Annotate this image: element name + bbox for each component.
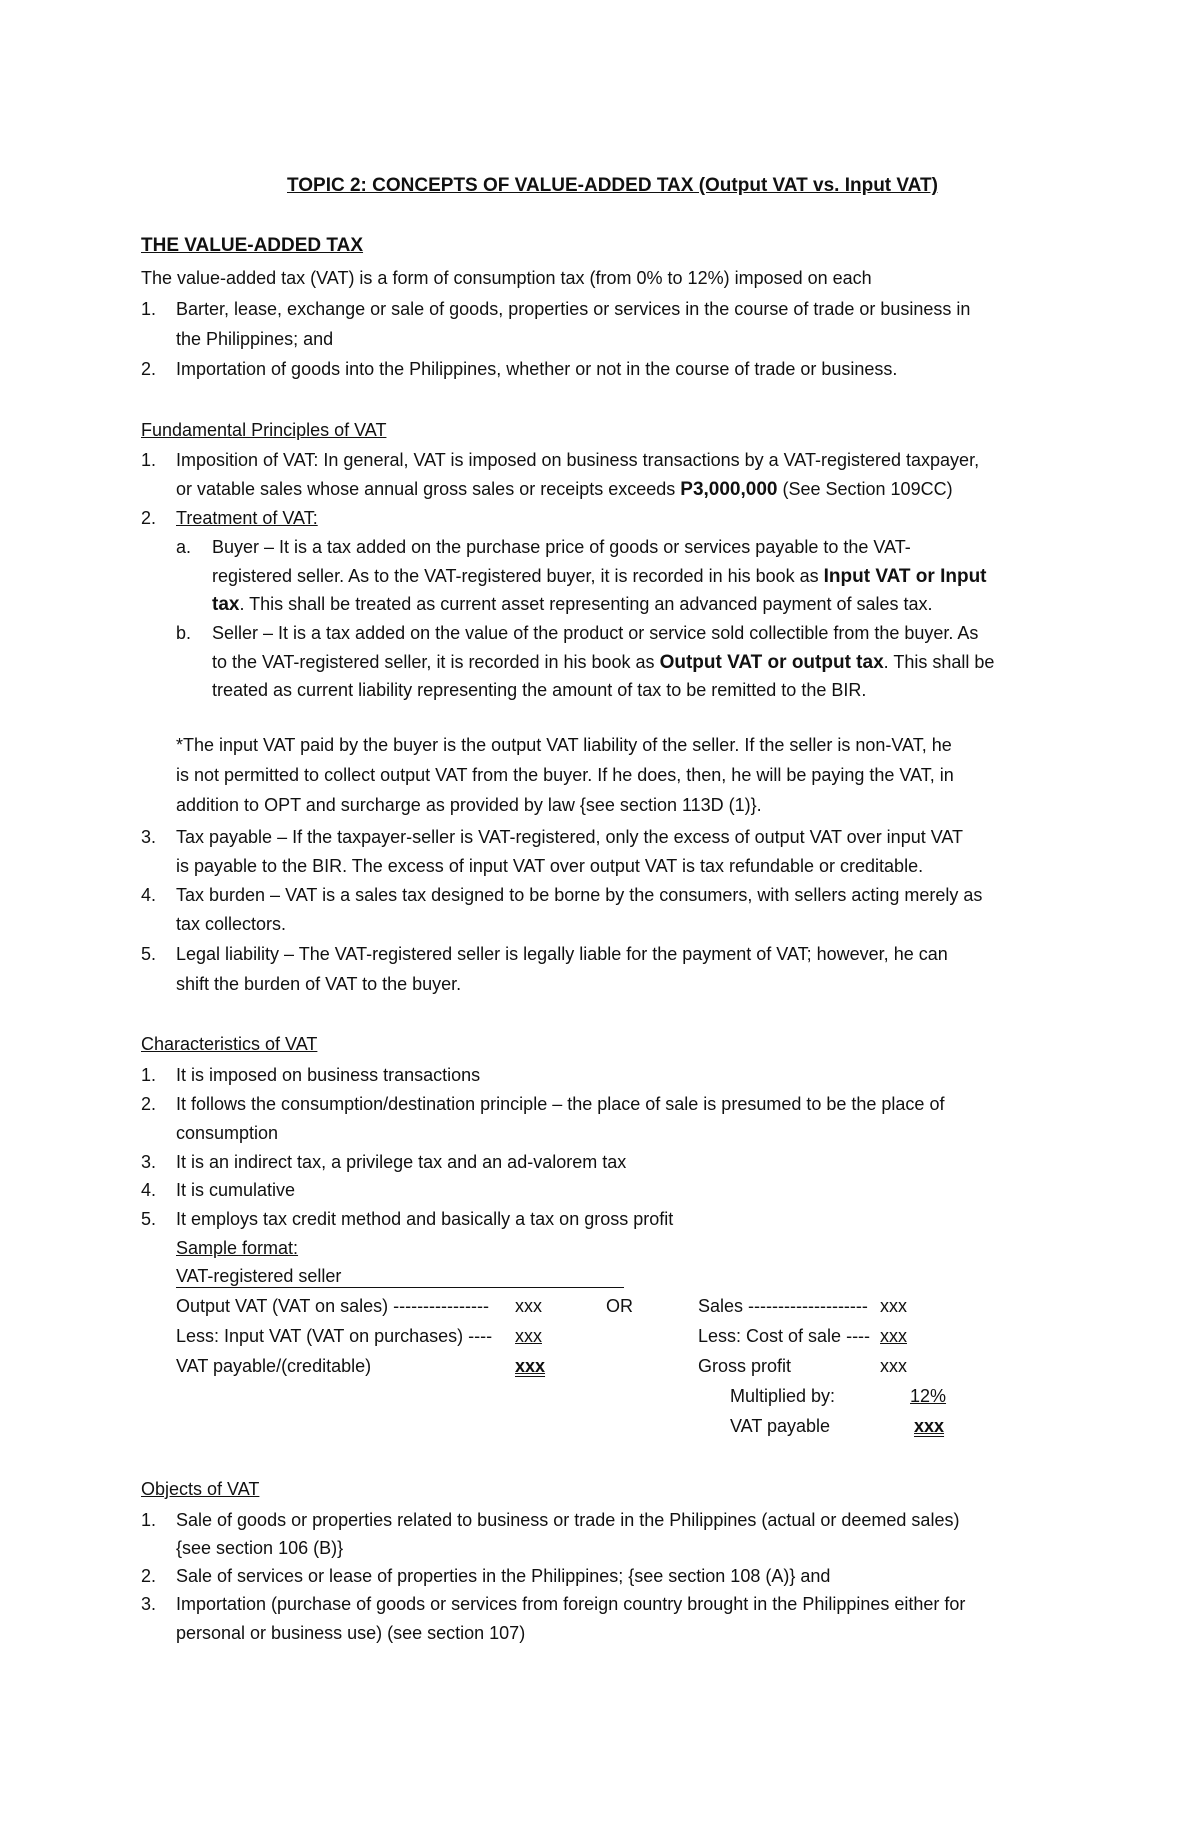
list-item: Sale of services or lease of properties in the Philippines; {see section 108 (A)} and [176,1566,831,1586]
format-row-value: xxx [914,1416,945,1436]
list-item: Tax burden – VAT is a sales tax designed to be borne by the consumers, with sellers acting merely as [176,885,983,905]
format-row-label: Less: Cost of sale ---- [698,1326,871,1346]
sub-item-label: a. [176,537,192,557]
list-item: Tax payable – If the taxpayer-seller is VAT-registered, only the excess of output VAT over input VAT [176,827,964,847]
list-item-number: 1. [141,450,157,470]
format-row-value: xxx [880,1296,907,1316]
list-item: Imposition of VAT: In general, VAT is imposed on business transactions by a VAT-registered taxpayer, [176,450,980,470]
list-item-continuation: the Philippines; and [176,329,334,349]
list-item-number: 3. [141,1594,157,1614]
sub-item: Buyer – It is a tax added on the purchase price of goods or services payable to the VAT- [212,537,911,557]
format-row-value: xxx [880,1326,907,1346]
list-item-continuation: or vatable sales whose annual gross sales or receipts exceeds P3,000,000 (See Section 109CC) [176,479,953,500]
vat-intro: The value-added tax (VAT) is a form of consumption tax (from 0% to 12%) imposed on each [141,268,872,288]
format-row-label: VAT payable [730,1416,831,1436]
list-item-number: 5. [141,1209,157,1229]
seller-heading: VAT-registered seller [176,1266,342,1286]
list-item: It is cumulative [176,1180,296,1200]
list-item-number: 4. [141,1180,157,1200]
subheading-treatment: Treatment of VAT: [176,508,318,528]
sample-format-label: Sample format: [176,1238,299,1258]
list-item-number: 3. [141,1152,157,1172]
format-row-value: xxx [880,1356,907,1376]
format-row-label: Multiplied by: [730,1386,836,1406]
section-heading-objects: Objects of VAT [141,1479,260,1499]
list-item-continuation: tax collectors. [176,914,287,934]
format-row-label: VAT payable/(creditable) [176,1356,372,1376]
list-item: It employs tax credit method and basically a tax on gross profit [176,1209,674,1229]
list-item-continuation: personal or business use) (see section 107) [176,1623,526,1643]
page-title: TOPIC 2: CONCEPTS OF VALUE-ADDED TAX (Output VAT vs. Input VAT) [287,175,938,196]
list-item-number: 3. [141,827,157,847]
sub-item: Seller – It is a tax added on the value of the product or service sold collectible from the buyer. As [212,623,979,643]
format-row-value: xxx [515,1296,542,1316]
format-row-value: xxx [515,1356,546,1376]
list-item-number: 5. [141,944,157,964]
note: *The input VAT paid by the buyer is the output VAT liability of the seller. If the seller is non-VAT, he [176,735,952,755]
list-item: Barter, lease, exchange or sale of goods, properties or services in the course of trade or business in [176,299,971,319]
sub-item-continuation: tax. This shall be treated as current asset representing an advanced payment of sales tax. [212,594,933,615]
list-item-continuation: {see section 106 (B)} [176,1538,344,1558]
list-item-continuation: is payable to the BIR. The excess of input VAT over output VAT is tax refundable or creditable. [176,856,924,876]
note-continuation: addition to OPT and surcharge as provided by law {see section 113D (1)}. [176,795,762,815]
format-row-value: 12% [910,1386,947,1406]
format-row-label: Less: Input VAT (VAT on purchases) ---- [176,1326,493,1346]
list-item-number: 2. [141,359,157,379]
list-item: It is an indirect tax, a privilege tax and an ad-valorem tax [176,1152,627,1172]
list-item-number: 4. [141,885,157,905]
list-item: Importation of goods into the Philippines, whether or not in the course of trade or business. [176,359,898,379]
sub-item-continuation: registered seller. As to the VAT-registered buyer, it is recorded in his book as Input VAT or Input [212,566,987,587]
section-heading-vat: THE VALUE-ADDED TAX [141,235,364,256]
list-item-continuation: shift the burden of VAT to the buyer. [176,974,462,994]
list-item: Sale of goods or properties related to business or trade in the Philippines (actual or deemed sales) [176,1510,960,1530]
list-item: Legal liability – The VAT-registered seller is legally liable for the payment of VAT; however, he can [176,944,948,964]
list-item-number: 2. [141,508,157,528]
list-item: It follows the consumption/destination principle – the place of sale is presumed to be the place of [176,1094,945,1114]
format-row-label: Sales -------------------- [698,1296,868,1316]
sub-item-label: b. [176,623,192,643]
format-row-value: xxx [515,1326,542,1346]
format-row-label: Gross profit [698,1356,792,1376]
section-heading-fundamental: Fundamental Principles of VAT [141,420,387,440]
list-item: It is imposed on business transactions [176,1065,481,1085]
format-row-label: Output VAT (VAT on sales) ---------------- [176,1296,489,1316]
list-item-number: 1. [141,299,157,319]
list-item-number: 1. [141,1510,157,1530]
list-item-number: 1. [141,1065,157,1085]
sub-item-continuation: to the VAT-registered seller, it is recorded in his book as Output VAT or output tax. This shall be [212,652,995,673]
section-heading-characteristics: Characteristics of VAT [141,1034,318,1054]
seller-heading-underline [176,1287,624,1288]
threshold-amount: P3,000,000 [680,479,778,500]
or-label: OR [606,1296,633,1316]
note-continuation: is not permitted to collect output VAT from the buyer. If he does, then, he will be paying the VAT, in [176,765,954,785]
list-item-continuation: consumption [176,1123,279,1143]
list-item-number: 2. [141,1094,157,1114]
list-item: Importation (purchase of goods or services from foreign country brought in the Philippines either for [176,1594,966,1614]
sub-item-continuation: treated as current liability representing the amount of tax to be remitted to the BIR. [212,680,867,700]
list-item-number: 2. [141,1566,157,1586]
